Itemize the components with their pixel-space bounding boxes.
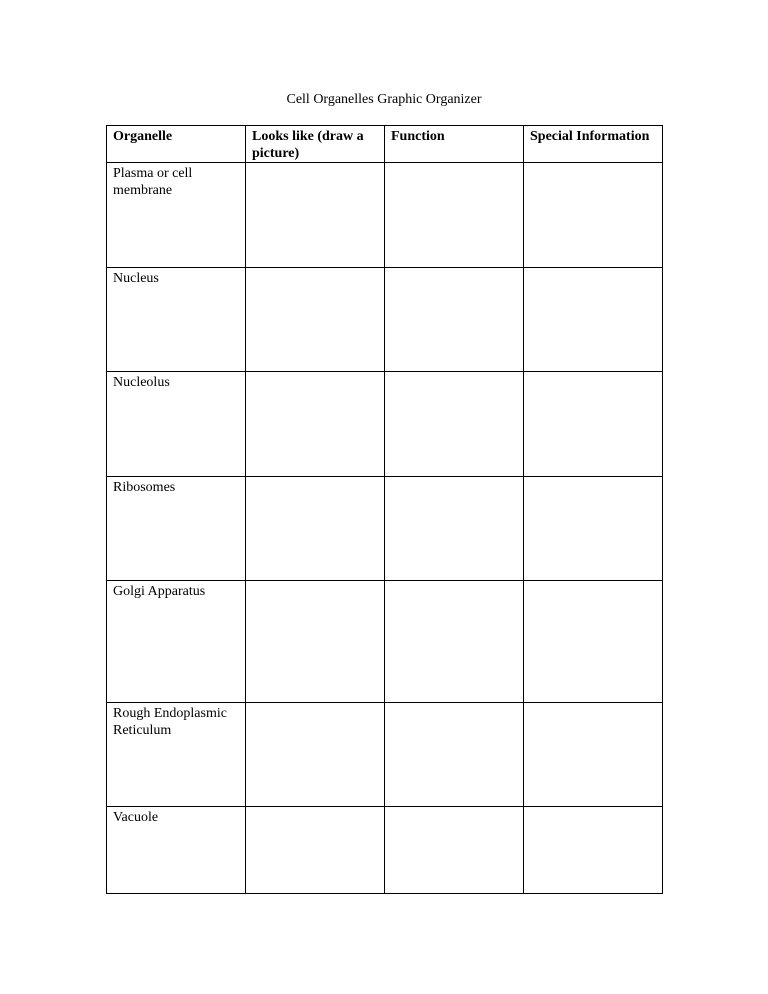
special-information-cell[interactable] — [524, 477, 663, 581]
organelle-name-cell: Ribosomes — [107, 477, 246, 581]
special-information-cell[interactable] — [524, 581, 663, 703]
function-cell[interactable] — [385, 372, 524, 477]
special-information-cell[interactable] — [524, 163, 663, 268]
looks-like-cell[interactable] — [246, 372, 385, 477]
organelle-name-cell: Golgi Apparatus — [107, 581, 246, 703]
function-cell[interactable] — [385, 703, 524, 807]
function-cell[interactable] — [385, 163, 524, 268]
table-row — [107, 372, 663, 477]
page-title: Cell Organelles Graphic Organizer — [286, 92, 482, 107]
looks-like-cell[interactable] — [246, 477, 385, 581]
looks-like-cell[interactable] — [246, 163, 385, 268]
function-cell[interactable] — [385, 581, 524, 703]
looks-like-cell[interactable] — [246, 703, 385, 807]
table-row — [107, 477, 663, 581]
organelle-name-cell: Nucleolus — [107, 372, 246, 477]
looks-like-cell[interactable] — [246, 581, 385, 703]
special-information-cell[interactable] — [524, 703, 663, 807]
table-row — [107, 163, 663, 268]
organelle-name-cell: Rough Endoplasmic Reticulum — [107, 703, 246, 807]
function-cell[interactable] — [385, 477, 524, 581]
looks-like-cell[interactable] — [246, 268, 385, 372]
table-row — [107, 703, 663, 807]
header-looks-like: Looks like (draw a picture) — [246, 126, 385, 163]
organelle-name-cell: Vacuole — [107, 807, 246, 894]
function-cell[interactable] — [385, 807, 524, 894]
looks-like-cell[interactable] — [246, 807, 385, 894]
header-organelle: Organelle — [107, 126, 246, 163]
organelle-name-cell: Nucleus — [107, 268, 246, 372]
table-row — [107, 807, 663, 894]
organelle-name-cell: Plasma or cell membrane — [107, 163, 246, 268]
special-information-cell[interactable] — [524, 807, 663, 894]
organizer-table — [106, 125, 663, 894]
header-function: Function — [385, 126, 524, 163]
header-special-information: Special Information — [524, 126, 663, 163]
special-information-cell[interactable] — [524, 268, 663, 372]
special-information-cell[interactable] — [524, 372, 663, 477]
function-cell[interactable] — [385, 268, 524, 372]
table-row — [107, 581, 663, 703]
table-row — [107, 268, 663, 372]
table-header-row — [107, 126, 663, 163]
